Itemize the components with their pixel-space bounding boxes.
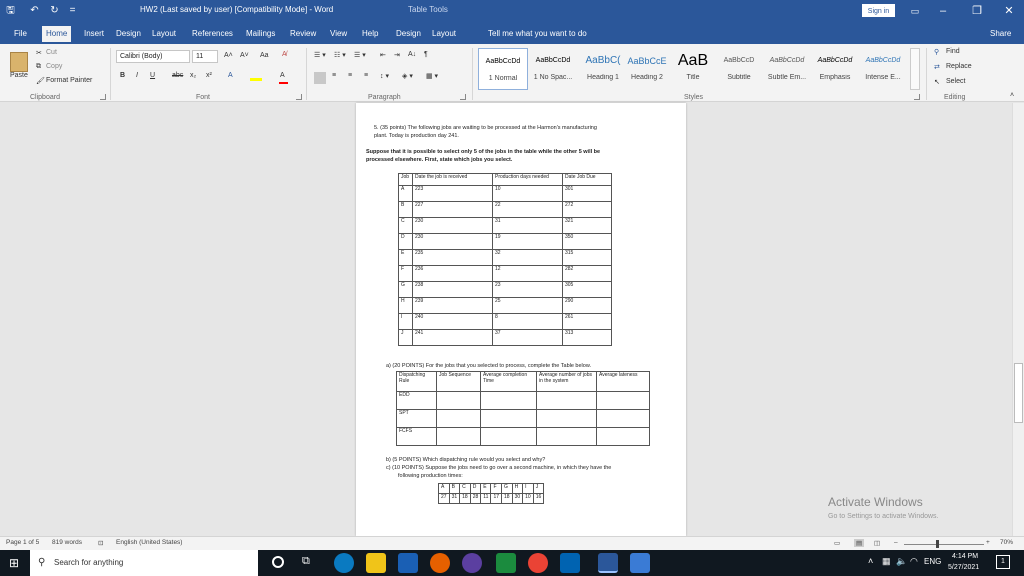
table-row	[399, 314, 612, 330]
tab-table-design[interactable]: Design	[396, 29, 421, 38]
table-header-cell: D	[470, 484, 481, 494]
table-header-cell: Dispatching Rule	[397, 372, 437, 392]
tab-mailings[interactable]: Mailings	[246, 29, 276, 38]
table-cell: 239	[413, 298, 493, 314]
ribbon-display-icon[interactable]: ▭	[910, 6, 920, 16]
table-header-cell: Date Job Due	[563, 174, 612, 186]
table-cell: 31	[449, 494, 460, 504]
zoom-slider-thumb[interactable]	[936, 540, 939, 548]
styles-launcher-icon[interactable]	[914, 94, 920, 100]
font-color-swatch	[279, 82, 288, 84]
table-cell: A	[399, 186, 413, 202]
align-right-icon[interactable]: ≡	[348, 72, 353, 79]
table-cell: 290	[563, 298, 612, 314]
table-cell: I	[399, 314, 413, 330]
clock-time[interactable]: 4:14 PM	[952, 553, 979, 560]
table-cell: 10	[493, 186, 563, 202]
style-emphasis[interactable]: AaBbCcDd Emphasis	[817, 57, 853, 81]
question-b: b) (5 POINTS) Which dispatching rule would you select and why?	[386, 457, 546, 463]
highlight-color-icon[interactable]	[250, 78, 262, 81]
scrollbar-thumb[interactable]	[1014, 363, 1023, 423]
file-explorer-icon[interactable]	[366, 553, 386, 573]
table-cell: C	[399, 218, 413, 234]
title-bar	[0, 0, 1024, 22]
table-header-cell: E	[481, 484, 491, 494]
question-c: c) (10 POINTS) Suppose the jobs need to go over a second machine, in which they have the	[386, 465, 612, 471]
table-cell: 230	[413, 234, 493, 250]
font-size-select[interactable]: 11	[192, 50, 218, 63]
bold-button[interactable]: B	[120, 72, 126, 79]
app-icon[interactable]	[462, 553, 482, 573]
table-cell: 223	[413, 186, 493, 202]
table-cell: 238	[413, 282, 493, 298]
undo-icon[interactable]: ↶	[30, 5, 39, 16]
divider	[472, 48, 473, 100]
table-cell: 305	[563, 282, 612, 298]
table-header-cell: B	[449, 484, 460, 494]
table-cell: 227	[413, 202, 493, 218]
divider	[306, 48, 307, 100]
table-row	[399, 250, 612, 266]
tab-layout[interactable]: Layout	[152, 29, 177, 38]
jobs-table[interactable]	[398, 173, 612, 346]
status-bar	[0, 536, 1024, 550]
search-icon: ⚲	[38, 557, 46, 568]
table-cell[interactable]	[597, 428, 650, 446]
font-color-button[interactable]: A	[280, 72, 285, 79]
find-icon: ⚲	[934, 49, 940, 56]
clock-date[interactable]: 5/27/2021	[948, 564, 980, 571]
table-header-row	[397, 372, 650, 392]
table-cell: SPT	[397, 410, 437, 428]
copy-button[interactable]: Copy	[46, 63, 63, 70]
replace-icon: ⇄	[934, 64, 940, 71]
table-cell: 321	[563, 218, 612, 234]
style-subtle-emphasis[interactable]: AaBbCcDd Subtle Em...	[767, 57, 807, 81]
numbering-icon[interactable]: ☷ ▾	[334, 52, 346, 59]
multilevel-list-icon[interactable]: ☰ ▾	[354, 52, 366, 59]
styles-group-label: Styles	[684, 94, 704, 101]
show-marks-button[interactable]: ¶	[424, 51, 428, 58]
save-icon[interactable]: 🖫	[6, 5, 15, 16]
table-cell: 350	[563, 234, 612, 250]
table-cell: 32	[493, 250, 563, 266]
share-button[interactable]: Share	[990, 29, 1012, 38]
table-header-cell: A	[439, 484, 450, 494]
table-cell: 18	[502, 494, 513, 504]
table-row	[397, 428, 650, 446]
zoom-slider[interactable]	[904, 544, 984, 545]
underline-button[interactable]: U	[150, 72, 156, 79]
second-machine-table[interactable]	[438, 483, 544, 504]
table-cell: 30	[512, 494, 523, 504]
paste-icon[interactable]	[10, 52, 28, 72]
page-count[interactable]: Page 1 of 5	[6, 539, 40, 546]
sign-in-button[interactable]: Sign in	[862, 4, 895, 17]
tray-chevron-icon[interactable]: ˄	[868, 556, 874, 566]
table-cell: FCFS	[397, 428, 437, 446]
table-cell: 241	[413, 330, 493, 346]
table-header-cell: I	[523, 484, 534, 494]
text-effects-icon[interactable]: A	[228, 72, 233, 79]
select-button[interactable]: Select	[946, 78, 966, 85]
tab-view[interactable]: View	[330, 29, 348, 38]
sheets-icon[interactable]	[496, 553, 516, 573]
notification-center-icon[interactable]: 1	[996, 555, 1010, 569]
subscript-button[interactable]: x₂	[190, 72, 197, 79]
style-intense-emphasis[interactable]: AaBbCcDd Intense E...	[865, 57, 901, 81]
copy-icon[interactable]: ⧉	[36, 63, 41, 70]
tab-references[interactable]: References	[192, 29, 233, 38]
ribbon	[0, 44, 1024, 102]
tab-file[interactable]: File	[14, 29, 27, 38]
tab-table-layout[interactable]: Layout	[432, 29, 457, 38]
question-c-line-2: following production times:	[398, 473, 463, 479]
language-indicator[interactable]: ENG	[924, 557, 942, 566]
table-cell: J	[399, 330, 413, 346]
table-row	[399, 282, 612, 298]
read-mode-icon[interactable]: ▭	[834, 540, 841, 547]
table-cell: 301	[563, 186, 612, 202]
wifi-icon[interactable]: ◠	[910, 556, 918, 566]
table-cell: 261	[563, 314, 612, 330]
tab-help[interactable]: Help	[362, 29, 379, 38]
strikethrough-button[interactable]: abc	[172, 72, 184, 79]
table-cell[interactable]	[437, 410, 481, 428]
cut-button[interactable]: Cut	[46, 49, 57, 56]
table-header-cell: Job Sequence	[437, 372, 481, 392]
table-cell: 25	[493, 298, 563, 314]
taskbar-search-input[interactable]: Search for anything	[30, 550, 258, 576]
minimize-button[interactable]: –	[939, 5, 947, 17]
divider	[110, 48, 111, 100]
clipboard-group-label: Clipboard	[30, 94, 60, 101]
table-cell: 12	[493, 266, 563, 282]
customize-quick-access-icon[interactable]: =	[69, 5, 76, 16]
bullets-icon[interactable]: ☰ ▾	[314, 52, 326, 59]
table-header-cell: C	[460, 484, 471, 494]
grow-font-button[interactable]: A˄	[224, 52, 233, 59]
table-cell: 18	[460, 494, 471, 504]
question-5-line-4: processed elsewhere. First, state which jobs you select.	[366, 157, 513, 163]
language-status[interactable]: English (United States)	[116, 539, 183, 546]
volume-icon[interactable]: 🔈	[896, 556, 908, 566]
table-row	[399, 186, 612, 202]
table-cell: 23	[493, 282, 563, 298]
table-cell: 240	[413, 314, 493, 330]
shading-icon[interactable]: ◈ ▾	[402, 73, 413, 80]
redo-icon[interactable]: ↻	[50, 5, 59, 16]
style-title[interactable]: AaB Title	[677, 52, 709, 81]
print-layout-icon[interactable]: ▤	[856, 540, 863, 547]
question-5-line-1: 5. (35 points) The following jobs are waiting to be processed at the Harmon's manufacturing	[374, 125, 597, 131]
word-icon[interactable]	[598, 553, 618, 573]
question-5-line-2: plant. Today is production day 241.	[374, 133, 459, 139]
task-view-icon[interactable]: ⧉	[302, 555, 310, 567]
line-spacing-icon[interactable]: ↕ ▾	[380, 73, 389, 80]
clipboard-launcher-icon[interactable]	[100, 94, 106, 100]
firefox-icon[interactable]	[430, 553, 450, 573]
style-subtitle[interactable]: AaBbCcD Subtitle	[723, 57, 755, 81]
table-cell: 8	[493, 314, 563, 330]
table-cell[interactable]	[437, 392, 481, 410]
proofing-icon[interactable]: ⊡	[98, 540, 104, 547]
table-header-row	[439, 484, 544, 494]
table-cell[interactable]	[481, 392, 537, 410]
table-header-row	[399, 174, 612, 186]
replace-button[interactable]: Replace	[946, 63, 972, 70]
shrink-font-button[interactable]: A˅	[240, 52, 249, 59]
font-launcher-icon[interactable]	[296, 94, 302, 100]
change-case-button[interactable]: Aa	[260, 52, 269, 59]
table-row	[399, 234, 612, 250]
paste-button[interactable]: Paste	[10, 72, 28, 79]
table-cell: 19	[493, 234, 563, 250]
style-heading-2[interactable]: AaBbCcE Heading 2	[627, 56, 667, 81]
table-cell: 315	[563, 250, 612, 266]
table-cell[interactable]	[537, 428, 597, 446]
photos-icon[interactable]	[630, 553, 650, 573]
select-icon: ↖	[934, 79, 940, 86]
tab-home[interactable]: Home	[42, 26, 71, 44]
table-cell: 313	[563, 330, 612, 346]
zoom-level[interactable]: 70%	[1000, 539, 1014, 546]
table-cell: 16	[533, 494, 544, 504]
table-header-cell: Average lateness	[597, 372, 650, 392]
table-row	[399, 202, 612, 218]
table-cell[interactable]	[597, 410, 650, 428]
editing-group-label: Editing	[944, 94, 966, 101]
cortana-icon[interactable]	[272, 556, 284, 568]
superscript-button[interactable]: x²	[206, 72, 212, 79]
table-cell: 272	[563, 202, 612, 218]
sort-button[interactable]: A↓	[408, 51, 417, 58]
decrease-indent-icon[interactable]: ⇤	[380, 52, 386, 59]
word-count[interactable]: 819 words	[52, 539, 82, 546]
table-cell: B	[399, 202, 413, 218]
table-header-cell: G	[502, 484, 513, 494]
styles-gallery-scroll[interactable]	[910, 48, 920, 90]
table-header-cell: H	[512, 484, 523, 494]
table-header-cell: Job	[399, 174, 413, 186]
borders-icon[interactable]: ▦ ▾	[426, 73, 439, 80]
dispatching-table[interactable]	[396, 371, 650, 446]
paragraph-launcher-icon[interactable]	[460, 94, 466, 100]
windows-start-icon[interactable]: ⊞	[9, 556, 20, 570]
table-cell: G	[399, 282, 413, 298]
table-cell: 22	[493, 202, 563, 218]
format-painter-icon[interactable]: 🖌	[36, 78, 45, 85]
divider	[926, 48, 927, 100]
question-a: a) (20 POINTS) For the jobs that you selected to process, complete the Table below.	[386, 363, 592, 369]
table-cell: 230	[413, 218, 493, 234]
question-5-line-3: Suppose that it is possible to select only 5 of the jobs in the table while the other 5 will be	[366, 149, 601, 155]
edge-icon[interactable]	[334, 553, 354, 573]
tell-me-search[interactable]: Tell me what you want to do	[488, 29, 587, 38]
clear-formatting-icon[interactable]: A̸	[282, 51, 287, 58]
network-icon[interactable]: ▦	[882, 556, 891, 566]
table-cell[interactable]	[537, 410, 597, 428]
tab-review[interactable]: Review	[290, 29, 317, 38]
tab-insert[interactable]: Insert	[84, 29, 105, 38]
table-row	[399, 298, 612, 314]
style-heading-1[interactable]: AaBbC( Heading 1	[585, 55, 621, 81]
increase-indent-icon[interactable]: ⇥	[394, 52, 400, 59]
table-row	[397, 410, 650, 428]
table-cell: D	[399, 234, 413, 250]
activate-windows-watermark: Activate Windows	[828, 495, 923, 509]
table-header-cell: Average number of jobs in the system	[537, 372, 597, 392]
collapse-ribbon-icon[interactable]: ˄	[1010, 92, 1015, 99]
table-header-cell: Date the job is received	[413, 174, 493, 186]
document-page[interactable]	[356, 103, 686, 536]
table-cell[interactable]	[597, 392, 650, 410]
table-cell: 17	[491, 494, 502, 504]
find-button[interactable]: Find	[946, 48, 960, 55]
table-cell: 236	[413, 266, 493, 282]
style-normal[interactable]: AaBbCcDd 1 Normal	[478, 48, 528, 90]
font-family-select[interactable]: Calibri (Body)	[116, 50, 190, 63]
activate-windows-subtext: Go to Settings to activate Windows.	[828, 513, 939, 520]
align-center-icon[interactable]: ≡	[332, 72, 337, 79]
table-cell: H	[399, 298, 413, 314]
table-row	[399, 218, 612, 234]
font-group-label: Font	[196, 94, 211, 101]
context-title: Table Tools	[408, 5, 448, 14]
window-title: HW2 (Last saved by user) [Compatibility Mode] - Word	[140, 5, 334, 14]
table-cell: 10	[523, 494, 534, 504]
restore-button[interactable]: ❐	[972, 5, 982, 17]
table-header-cell: F	[491, 484, 502, 494]
zoom-out-icon[interactable]: –	[894, 539, 898, 546]
justify-icon[interactable]: ≡	[364, 72, 369, 79]
close-button[interactable]: ✕	[1004, 5, 1014, 17]
table-cell: E	[399, 250, 413, 266]
italic-button[interactable]: I	[136, 72, 138, 79]
align-left-icon[interactable]	[314, 72, 326, 84]
table-cell[interactable]	[481, 410, 537, 428]
table-row	[399, 266, 612, 282]
table-row	[397, 392, 650, 410]
table-cell[interactable]	[481, 428, 537, 446]
format-painter-button[interactable]: Format Painter	[46, 77, 93, 84]
paragraph-group-label: Paragraph	[368, 94, 401, 101]
style-no-spacing[interactable]: AaBbCcDd 1 No Spac...	[533, 57, 573, 81]
table-cell: 235	[413, 250, 493, 266]
tab-design[interactable]: Design	[116, 29, 141, 38]
table-header-cell: Average completion Time	[481, 372, 537, 392]
table-cell: 31	[493, 218, 563, 234]
table-cell[interactable]	[537, 392, 597, 410]
table-cell: 37	[493, 330, 563, 346]
vertical-scrollbar[interactable]	[1012, 103, 1024, 536]
web-layout-icon[interactable]: ◫	[874, 540, 881, 547]
mail-icon[interactable]	[560, 553, 580, 573]
chrome-icon[interactable]	[528, 553, 548, 573]
table-cell: F	[399, 266, 413, 282]
table-cell: 11	[481, 494, 491, 504]
table-row	[399, 330, 612, 346]
table-cell: 282	[563, 266, 612, 282]
table-cell: 28	[470, 494, 481, 504]
zoom-in-icon[interactable]: +	[986, 539, 990, 546]
cut-icon[interactable]: ✂	[36, 50, 42, 57]
table-cell: 27	[439, 494, 450, 504]
table-header-cell: J	[533, 484, 544, 494]
table-header-cell: Production days needed	[493, 174, 563, 186]
table-cell: EDD	[397, 392, 437, 410]
ribbon-tabs	[0, 22, 1024, 44]
store-icon[interactable]	[398, 553, 418, 573]
table-cell[interactable]	[437, 428, 481, 446]
table-row	[439, 494, 544, 504]
